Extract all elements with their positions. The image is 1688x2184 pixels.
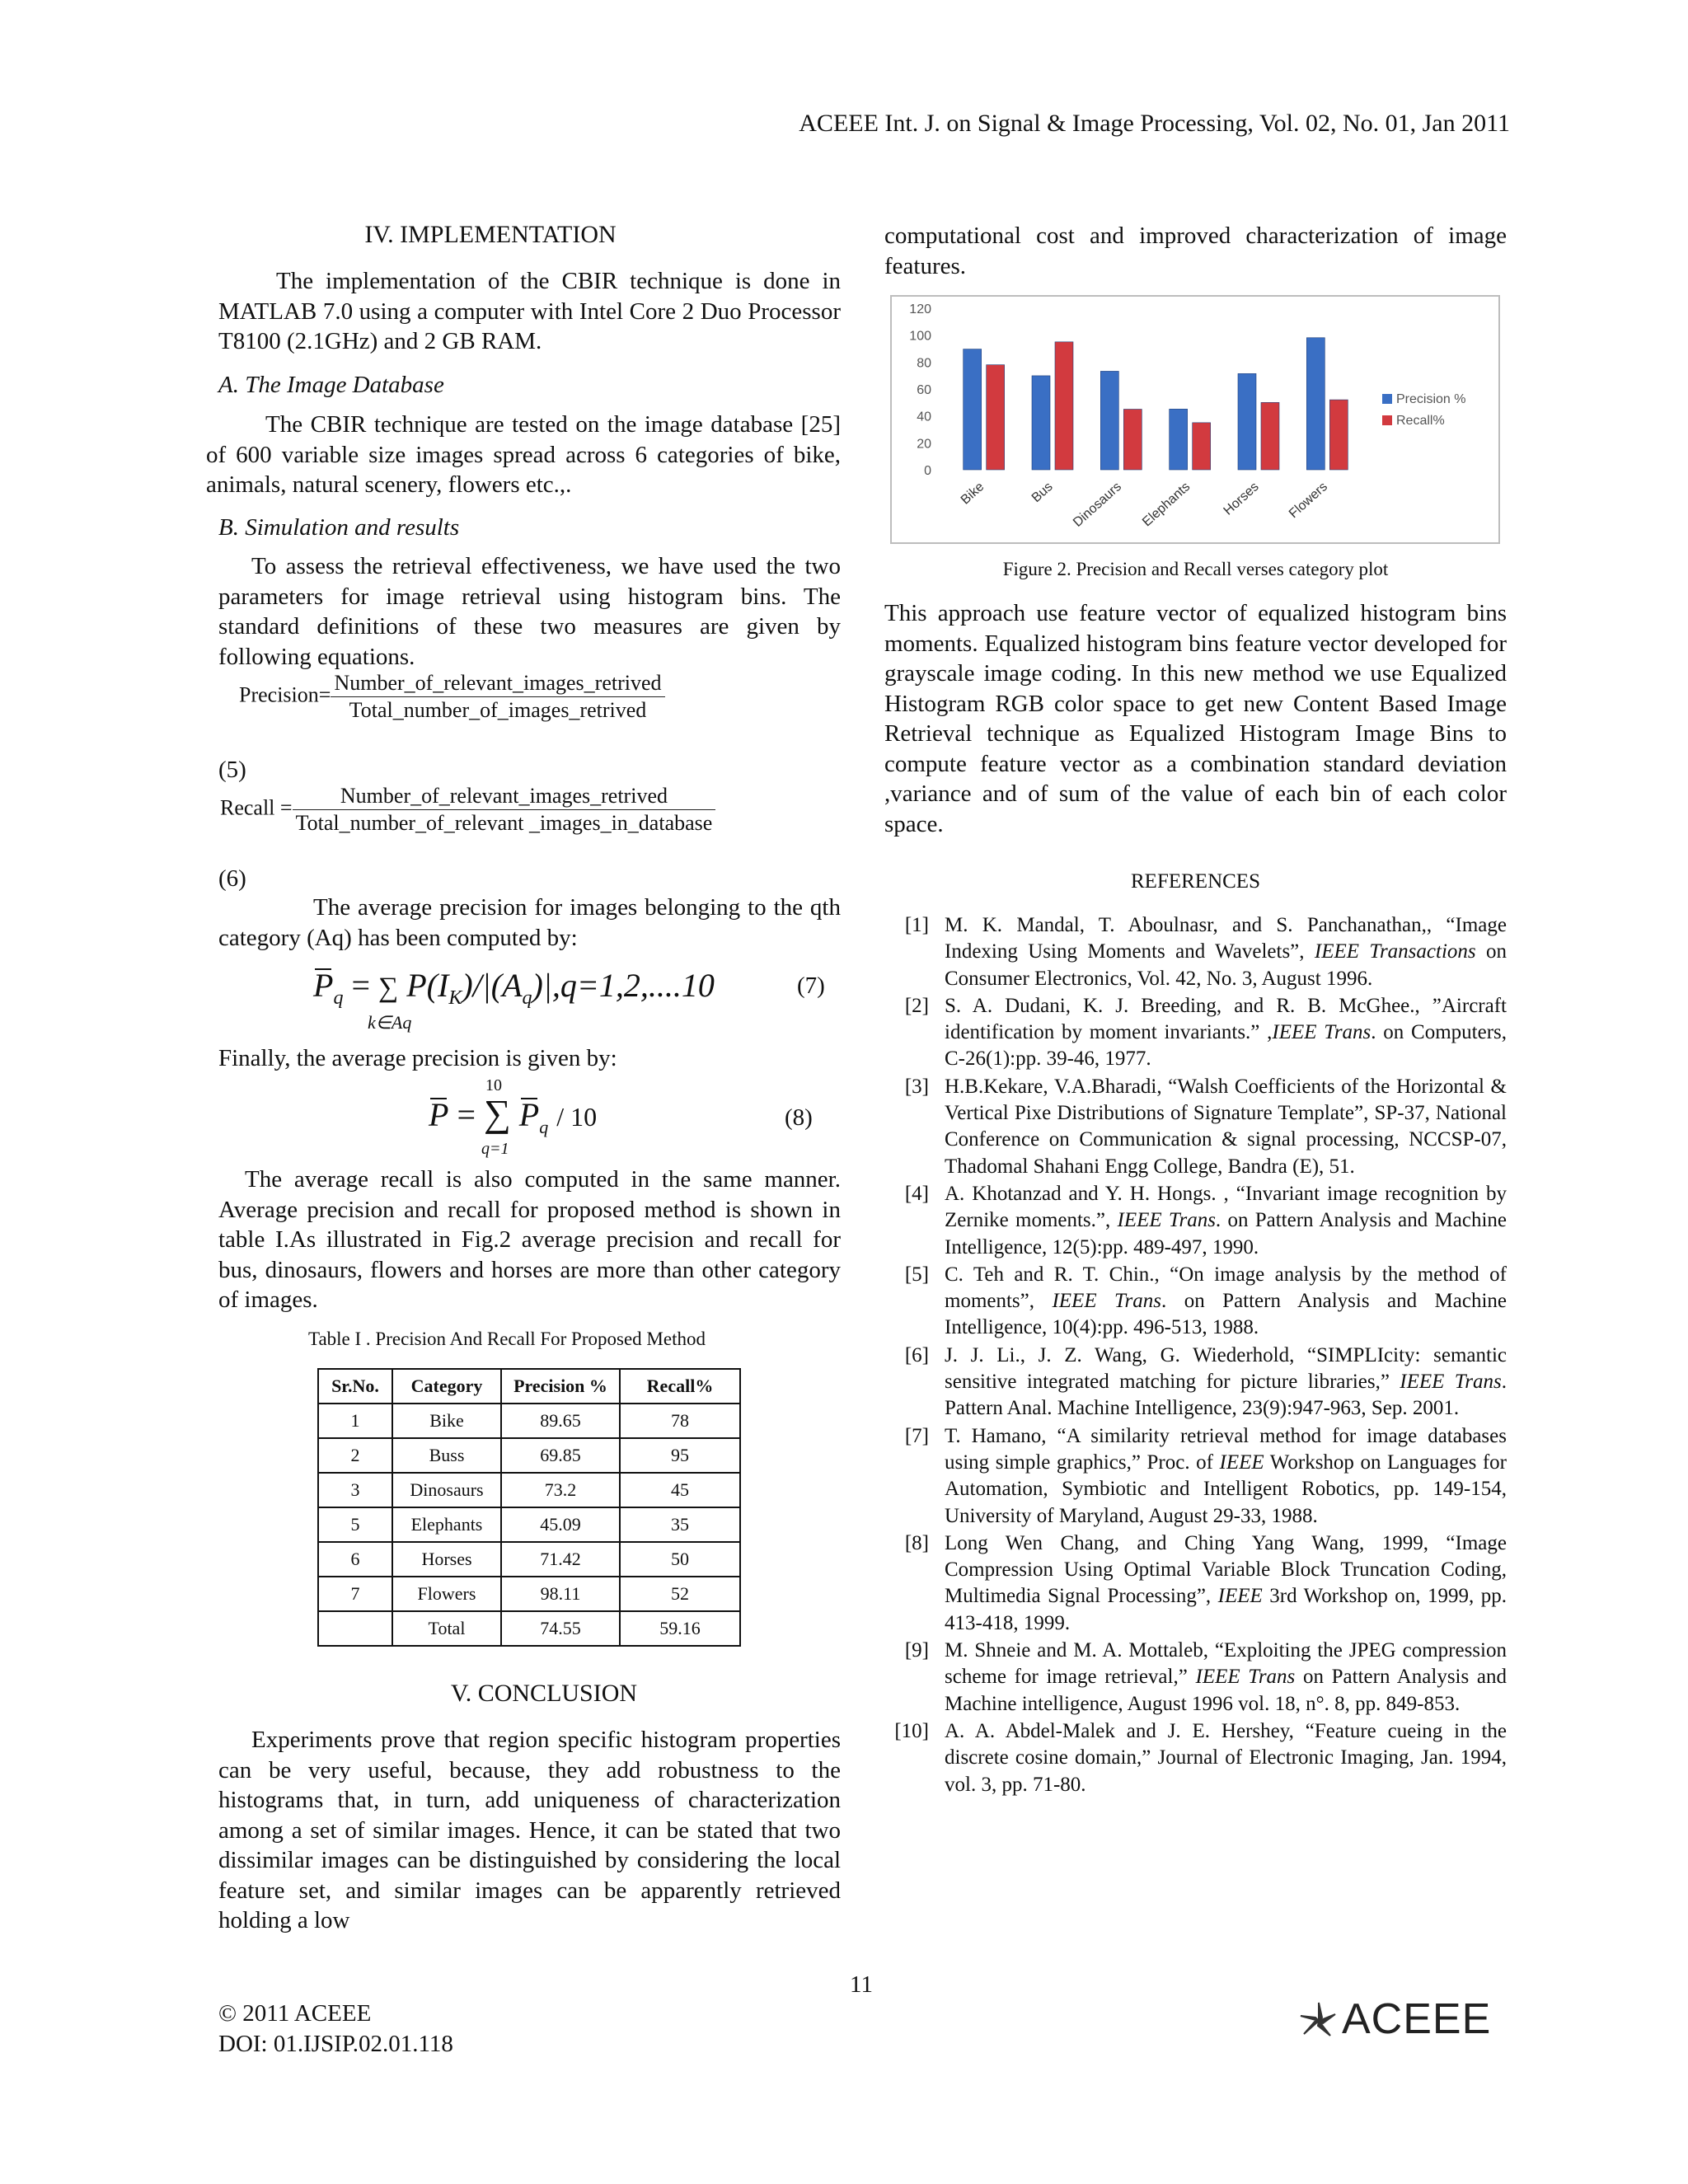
eq8-bottom: q=1	[481, 1140, 509, 1158]
aceee-logo-icon	[1294, 1996, 1343, 2046]
table-cell: 45.09	[501, 1507, 620, 1542]
reference-item	[884, 1530, 1507, 1637]
reference-text: . on Pattern Analysis and Machine Intelligence, 12(5):pp. 489-497, 1990.	[945, 1209, 1507, 1258]
table-cell: 95	[620, 1438, 740, 1473]
bar-recall	[1055, 342, 1073, 470]
reference-number: [5]	[904, 1263, 929, 1286]
eq7-k-sub: K	[448, 987, 462, 1009]
table-cell	[318, 1611, 392, 1646]
section-4-paragraph: The implementation of the CBIR technique is done in MATLAB 7.0 using a computer with Intel Core 2 Duo Processor T8100 (2.1GHz) and 2 GB RAM.	[218, 268, 841, 354]
x-tick-label: Elephants	[1140, 480, 1193, 530]
legend-label: Recall%	[1396, 414, 1445, 428]
reference-number: [4]	[904, 1182, 929, 1205]
eq8-sum: ∑	[484, 1092, 511, 1134]
bar-precision	[1238, 373, 1256, 470]
table-cell: Elephants	[392, 1507, 501, 1542]
section-5-paragraph: Experiments prove that region specific histogram properties can be very useful, because, they add robustness to the histograms that, in turn, add uniqueness of characterization among a set of similar images. Hence, it can be stated that two dissimilar images can be distinguished by considering the local feature set, and similar images can be apparently retrieved holding a low	[218, 1727, 841, 1933]
table-cell: 7	[318, 1577, 392, 1611]
reference-number: [2]	[904, 994, 929, 1017]
reference-item	[884, 1718, 1507, 1798]
eq7-q2-sub: q	[522, 987, 532, 1009]
figure-2-chart	[890, 295, 1500, 544]
bar-chart-svg	[892, 297, 1498, 542]
average-precision-paragraph: The average precision for images belonging to the qth category (Aq) has been computed by:	[218, 894, 841, 951]
bar-recall	[987, 365, 1005, 470]
equation-5-label: (5)	[218, 757, 246, 783]
subsection-b-paragraph: To assess the retrieval effectiveness, we have used the two parameters for image retrieval using histogram bins. The standard definitions of these two measures are given by following equations.	[218, 553, 841, 670]
reference-venue: IEEE	[1219, 1451, 1264, 1474]
reference-item	[884, 1343, 1507, 1422]
table-cell: Dinosaurs	[392, 1473, 501, 1507]
table-header-cell: Category	[392, 1369, 501, 1404]
eq7-sum: ∑	[378, 972, 399, 1003]
aceee-logo	[1294, 1994, 1510, 2046]
eq8-q-sub: q	[539, 1117, 549, 1137]
reference-number: [10]	[894, 1719, 929, 1742]
y-tick-label: 20	[917, 437, 931, 452]
bar-recall	[1193, 423, 1211, 470]
bar-precision	[1032, 376, 1050, 470]
subsection-b-title: B. Simulation and results	[218, 514, 460, 541]
table-cell: 6	[318, 1542, 392, 1577]
reference-text: H.B.Kekare, V.A.Bharadi, “Walsh Coefficients of the Horizontal & Vertical Pixe Distributions of Signature Template”, SP-37, National Conference on Communication & signal processing, NCCSP-07, Thadomal Shahani Engg College, Bandra (E), 51.	[945, 1075, 1507, 1178]
table-cell: 1	[318, 1404, 392, 1438]
precision-recall-table	[317, 1368, 741, 1647]
table-row	[318, 1577, 740, 1611]
y-tick-label: 40	[917, 410, 931, 424]
reference-text: . Pattern Anal. Machine Intelligence, 23(9):947-963, Sep. 2001.	[945, 1371, 1507, 1420]
reference-text: A. Khotanzad and Y. H. Hongs. , “Invariant image recognition by Zernike moments.”,	[945, 1182, 1507, 1232]
reference-venue: IEEE Trans	[1052, 1290, 1162, 1313]
reference-item	[884, 1638, 1507, 1718]
bar-precision	[964, 349, 982, 470]
table-row	[318, 1438, 740, 1473]
references-list	[884, 912, 1507, 1799]
table-cell: 35	[620, 1507, 740, 1542]
reference-item	[884, 1423, 1507, 1530]
bar-precision	[1306, 338, 1325, 470]
table-cell: 3	[318, 1473, 392, 1507]
page-number: 11	[850, 1971, 873, 1998]
y-tick-label: 100	[909, 329, 931, 344]
table-row	[318, 1542, 740, 1577]
table-cell: 45	[620, 1473, 740, 1507]
precision-denominator: Total_number_of_images_retrived	[349, 698, 647, 722]
reference-venue: IEEE Trans	[1400, 1371, 1502, 1394]
legend-swatch	[1382, 394, 1392, 404]
table-row	[318, 1507, 740, 1542]
reference-item	[884, 993, 1507, 1073]
table-cell: Flowers	[392, 1577, 501, 1611]
reference-number: [3]	[904, 1075, 929, 1098]
eq7-body: P(I	[406, 967, 449, 1004]
reference-item	[884, 1262, 1507, 1342]
table-row	[318, 1404, 740, 1438]
table-cell: 73.2	[501, 1473, 620, 1507]
precision-numerator: Number_of_relevant_images_retrived	[331, 670, 664, 697]
table-cell: 71.42	[501, 1542, 620, 1577]
y-tick-label: 80	[917, 356, 931, 371]
eq7-equals: =	[351, 967, 370, 1004]
eq8-tail: / 10	[556, 1102, 598, 1132]
reference-text: Workshop on Languages for Automation, Symbiotic and Intelligent Robotics, pp. 149-154, University of Maryland, August 29-33, 1988.	[945, 1451, 1507, 1527]
table-cell: 59.16	[620, 1611, 740, 1646]
reference-number: [8]	[904, 1531, 929, 1554]
table-row	[318, 1473, 740, 1507]
subsection-a-title: A. The Image Database	[218, 372, 444, 398]
precision-lhs: Precision=	[239, 682, 331, 707]
table-caption: Table I . Precision And Recall For Proposed Method	[308, 1329, 706, 1349]
references-title: REFERENCES	[1131, 870, 1260, 893]
recall-lhs: Recall =	[220, 795, 293, 820]
finally-text: Finally, the average precision is given by:	[218, 1045, 617, 1071]
recall-equation	[220, 783, 715, 837]
table-row-total	[318, 1611, 740, 1646]
y-tick-label: 0	[924, 464, 931, 478]
continued-paragraph: computational cost and improved characterization of image features.	[884, 223, 1507, 279]
table-cell: Buss	[392, 1438, 501, 1473]
eq7-p: P	[313, 967, 334, 1004]
equation-8-label: (8)	[785, 1104, 813, 1131]
recall-numerator: Number_of_relevant_images_retrived	[293, 783, 716, 810]
eq7-under: k∈Aq	[368, 1012, 412, 1033]
reference-number: [6]	[904, 1343, 929, 1366]
eq7-body2: )/|(A	[462, 967, 523, 1004]
reference-text: M. K. Mandal, T. Aboulnasr, and S. Panchanathan,, “Image Indexing Using Moments and Wavelets”,	[945, 914, 1507, 963]
table-cell: 2	[318, 1438, 392, 1473]
table-cell: 52	[620, 1577, 740, 1611]
approach-paragraph: This approach use feature vector of equalized histogram bins moments. Equalized histogram bins feature vector developed for grayscale image coding. In this new method we use Equalized Histogram RGB color space to get new Content Based Image Retrieval technique as Equalized Histogram Image Bins to compute feature vector as a combination standard deviation ,variance and of sum of the value of each bin of each color space.	[884, 600, 1507, 837]
table-cell: Bike	[392, 1404, 501, 1438]
table-header-cell: Precision %	[501, 1369, 620, 1404]
reference-text: . on Pattern Analysis and Machine Intelligence, 10(4):pp. 496-513, 1988.	[945, 1290, 1507, 1339]
x-tick-label: Flowers	[1286, 480, 1330, 522]
running-head: ACEEE Int. J. on Signal & Image Processing, Vol. 02, No. 01, Jan 2011	[799, 110, 1510, 137]
reference-number: [9]	[904, 1639, 929, 1662]
recall-denominator: Total_number_of_relevant _images_in_database	[295, 811, 713, 835]
table-cell: 50	[620, 1542, 740, 1577]
reference-venue: IEEE Trans	[1272, 1021, 1372, 1044]
reference-venue: IEEE Transactions	[1314, 940, 1476, 963]
copyright: © 2011 ACEEE	[218, 2000, 372, 2027]
reference-text: 3rd Workshop on, 1999, pp. 413-418, 1999.	[945, 1585, 1507, 1634]
reference-text: on Pattern Analysis and Machine intelligence, August 1996 vol. 18, n°. 8, pp. 849-853.	[945, 1666, 1507, 1715]
legend-label: Precision %	[1396, 392, 1466, 406]
table-cell: 89.65	[501, 1404, 620, 1438]
section-4-title: IV. IMPLEMENTATION	[364, 221, 617, 248]
table-header-cell: Sr.No.	[318, 1369, 392, 1404]
reference-number: [7]	[904, 1424, 929, 1447]
table-cell: 5	[318, 1507, 392, 1542]
bar-precision	[1170, 409, 1188, 470]
recall-paragraph: The average recall is also computed in the same manner. Average precision and recall for proposed method is shown in table I.As illustrated in Fig.2 average precision and recall for bus, dinosaurs, flowers and horses are more than other category of images.	[218, 1166, 841, 1313]
x-tick-label: Horses	[1221, 480, 1262, 518]
reference-text: Long Wen Chang, and Ching Yang Wang, 1999, “Image Compression Using Optimal Variable Block Truncation Coding, Multimedia Signal Processing”,	[945, 1531, 1507, 1608]
reference-text: A. A. Abdel-Malek and J. E. Hershey, “Feature cueing in the discrete cosine domain,” Journal of Electronic Imaging, Jan. 1994, vol. 3, pp. 71-80.	[945, 1719, 1507, 1796]
reference-number: [1]	[904, 914, 929, 936]
reference-item	[884, 912, 1507, 992]
y-tick-label: 120	[909, 302, 931, 316]
table-cell: 78	[620, 1404, 740, 1438]
reference-venue: IEEE Trans	[1195, 1666, 1296, 1689]
table-header-row	[318, 1369, 740, 1404]
reference-text: M. Shneie and M. A. Mottaleb, “Exploiting the JPEG compression scheme for image retrieval,”	[945, 1639, 1507, 1689]
reference-text: J. J. Li., J. Z. Wang, G. Wiederhold, “SIMPLIcity: semantic sensitive integrated matching for picture libraries,”	[945, 1343, 1507, 1394]
equation-6-label: (6)	[218, 865, 246, 892]
reference-text: S. A. Dudani, K. J. Breeding, and R. B. McGhee., ”Aircraft identification by moment invariants.” ,	[945, 994, 1507, 1044]
eq8-p: P	[429, 1096, 449, 1133]
eq7-q-sub: q	[333, 987, 344, 1009]
reference-text: on Consumer Electronics, Vol. 42, No. 3, August 1996.	[945, 940, 1507, 990]
reference-item	[884, 1181, 1507, 1261]
eq8-top: 10	[485, 1076, 502, 1094]
doi: DOI: 01.IJSIP.02.01.118	[218, 2031, 453, 2057]
x-tick-label: Bike	[958, 480, 987, 508]
bar-precision	[1100, 371, 1118, 470]
reference-venue: IEEE Trans	[1117, 1209, 1216, 1232]
aceee-logo-text: ACEEE	[1342, 1995, 1492, 2043]
table-cell: 98.11	[501, 1577, 620, 1611]
table-header-cell: Recall%	[620, 1369, 740, 1404]
reference-text: . on Computers, C-26(1):pp. 39-46, 1977.	[945, 1021, 1507, 1071]
reference-text: C. Teh and R. T. Chin., “On image analysis by the method of moments”,	[945, 1263, 1507, 1313]
table-cell: 74.55	[501, 1611, 620, 1646]
eq8-equals: =	[457, 1096, 476, 1133]
reference-venue: IEEE	[1217, 1585, 1263, 1608]
equation-8	[429, 1094, 597, 1147]
bar-recall	[1261, 402, 1279, 470]
subsection-a-paragraph: The CBIR technique are tested on the image database [25] of 600 variable size images spread across 6 categories of bike, animals, natural scenery, flowers etc.,.	[206, 411, 841, 498]
equation-7	[313, 966, 715, 1018]
table-cell: Horses	[392, 1542, 501, 1577]
section-5-title: V. CONCLUSION	[450, 1680, 638, 1707]
figure-caption: Figure 2. Precision and Recall verses category plot	[1002, 559, 1389, 579]
reference-item	[884, 1074, 1507, 1180]
table-cell: 69.85	[501, 1438, 620, 1473]
precision-equation	[239, 670, 665, 724]
eq8-pq: P	[518, 1096, 540, 1133]
x-tick-label: Dinosaurs	[1071, 480, 1124, 530]
table-cell: Total	[392, 1611, 501, 1646]
equation-7-label: (7)	[797, 972, 825, 999]
bar-recall	[1123, 410, 1142, 471]
bar-recall	[1329, 400, 1348, 470]
reference-text: T. Hamano, “A similarity retrieval method for image databases using simple graphics,” Proc. of	[945, 1424, 1507, 1474]
x-tick-label: Bus	[1029, 480, 1056, 506]
eq7-body3: )|,q=1,2,....10	[532, 967, 715, 1004]
y-tick-label: 60	[917, 383, 931, 397]
legend-swatch	[1382, 415, 1392, 425]
